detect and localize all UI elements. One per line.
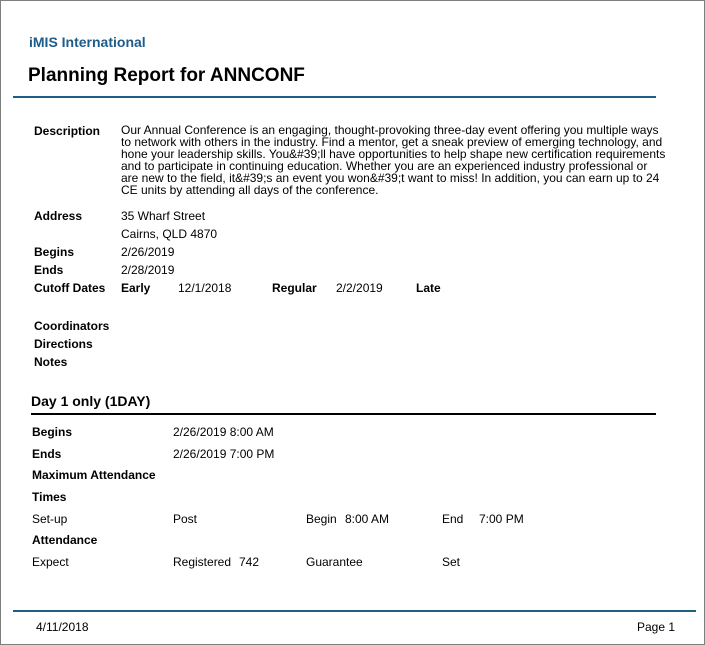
function-ends-value: 2/26/2019 7:00 PM: [173, 447, 275, 461]
guarantee-label: Guarantee: [306, 555, 363, 569]
early-label: Early: [121, 281, 151, 295]
coordinators-label: Coordinators: [34, 319, 110, 333]
end-label: End: [442, 512, 464, 526]
address-label: Address: [34, 209, 83, 223]
late-label: Late: [416, 281, 441, 295]
registered-label: Registered: [173, 555, 232, 569]
begins-label: Begins: [34, 245, 75, 259]
early-value: 12/1/2018: [178, 281, 232, 295]
report-title: Planning Report for ANNCONF: [28, 65, 305, 86]
function-begins-label: Begins: [32, 425, 73, 439]
ends-value: 2/28/2019: [121, 263, 175, 277]
function-title: Day 1 only (1DAY): [31, 393, 151, 409]
directions-label: Directions: [34, 337, 93, 351]
post-label: Post: [173, 512, 198, 526]
regular-value: 2/2/2019: [336, 281, 383, 295]
begins-value: 2/26/2019: [121, 245, 175, 259]
function-divider: [31, 413, 656, 415]
description-text: Our Annual Conference is an engaging, thought-provoking three-day event offering you multiple ways to network with others in the industry. Find a mentor, get a sneak preview of emerging technology, and hone your leadership skills. You&#39;ll have opportunities to help shape new certification requirements and to participate in continuing education. Whether you are an experienced industry professional or are new to the field, it&#39;s an event you won&#39;t want to miss! In addition, you can earn up to 24 CE units by attending all days of the conference.: [121, 123, 666, 197]
regular-label: Regular: [272, 281, 317, 295]
footer-page-number: Page 1: [637, 620, 676, 634]
setup-label: Set-up: [32, 512, 68, 526]
registered-value: 742: [239, 555, 260, 569]
end-time: 7:00 PM: [479, 512, 524, 526]
expect-label: Expect: [32, 555, 69, 569]
org-name: iMIS International: [29, 34, 146, 50]
footer-divider: [13, 610, 696, 612]
address-line2: Cairns, QLD 4870: [121, 227, 218, 241]
function-begins-value: 2/26/2019 8:00 AM: [173, 425, 274, 439]
function-ends-label: Ends: [32, 447, 62, 461]
footer-date: 4/11/2018: [36, 620, 89, 634]
begin-label: Begin: [306, 512, 337, 526]
header-divider: [13, 96, 656, 98]
description-label: Description: [34, 124, 101, 138]
cutoff-dates-label: Cutoff Dates: [34, 281, 106, 295]
max-attendance-label: Maximum Attendance: [32, 468, 156, 482]
ends-label: Ends: [34, 263, 64, 277]
address-line1: 35 Wharf Street: [121, 209, 206, 223]
begin-time: 8:00 AM: [345, 512, 390, 526]
notes-label: Notes: [34, 355, 68, 369]
set-label: Set: [442, 555, 461, 569]
attendance-label: Attendance: [32, 533, 98, 547]
times-label: Times: [32, 490, 67, 504]
